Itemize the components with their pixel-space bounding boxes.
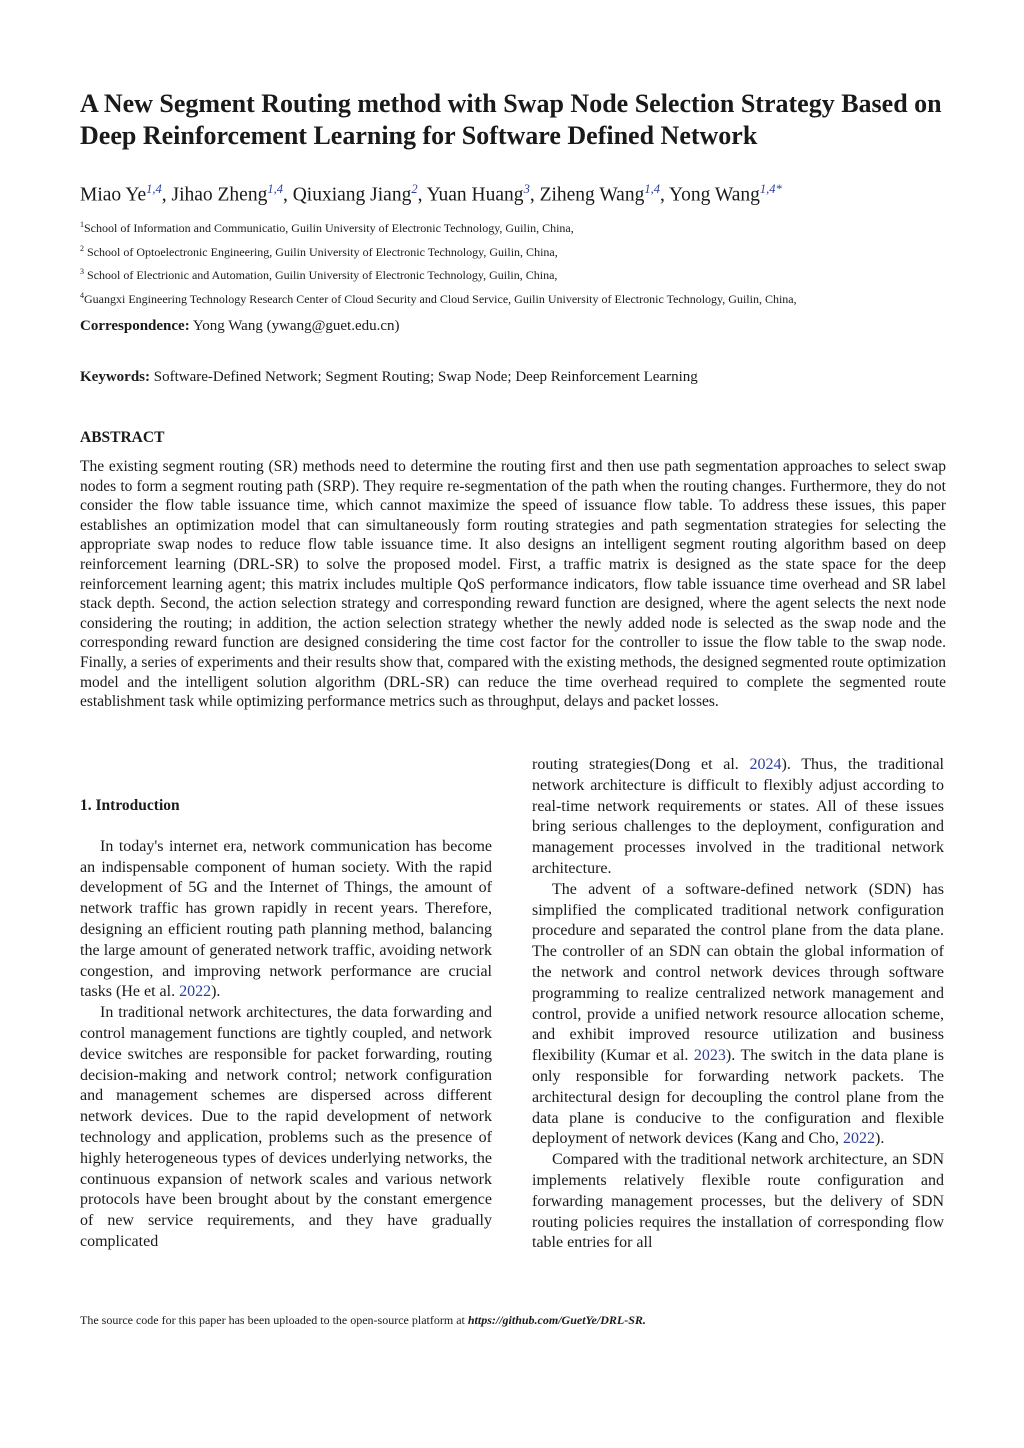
author-affiliation-mark: 1,4 [644,182,660,196]
affiliation-text: School of Information and Communicatio, Guilin University of Electronic Technology, Guilin, China, [84,221,574,235]
citation-link[interactable]: 2022 [179,983,212,1001]
affiliation-number: 3 [80,267,84,277]
footnote [80,1311,646,1329]
author-name: Yuan Huang [426,184,524,206]
paragraph-text: The advent of a software-defined network (SDN) has simplified the complicated traditional network configuration procedure and separated the control plane from the data plane. The controller of an SDN can obtain the global information of the network and control network devices through software programming to realize centralized network management and control, provide a unified network resource allocation scheme, and exhibit improved resource utilization and business flexibility (Kumar et al. [532,880,944,1065]
paragraph-text: In today's internet era, network communication has become an indispensable component of human society. With the rapid development of 5G and the Internet of Things, the amount of network traffic has grown rapidly in recent years. Therefore, designing an efficient routing path planning method, balancing the large amount of generated network traffic, avoiding network congestion, and improving network performance are crucial tasks (He et al. [80,837,492,1001]
affiliation-list [80,215,960,309]
paragraph [80,837,492,1003]
affiliation-text: Guangxi Engineering Technology Research Center of Cloud Security and Cloud Service, Guilin University of Electronic Technology, Guilin, China, [84,291,797,306]
correspondence [80,316,400,336]
author-name: Miao Ye [80,184,147,206]
affiliation-line [80,239,960,263]
keywords [80,367,698,387]
author-affiliation-mark: 1,4* [759,182,782,196]
citation-link[interactable]: 2022 [843,1130,876,1148]
paragraph-text: ). [875,1130,885,1148]
abstract-heading: ABSTRACT [80,429,165,446]
author-separator: , [529,184,540,206]
paragraph: Compared with the traditional network architecture, an SDN implements relatively flexible route configuration and forwarding management processes, but the delivery of SDN routing policies requires the installation of corresponding flow table entries for all [532,1151,944,1252]
author-separator: , [659,184,669,206]
author-name: Jihao Zheng [171,184,268,206]
abstract-text: The existing segment routing (SR) methods need to determine the routing first and then use path segmentation approaches to select swap nodes to form a segment routing path (SRP). They require re-segmentation of the path when the routing changes. Furthermore, they do not consider the flow table issuance time, which cannot maximize the speed of issuance flow table. To address these issues, this paper establishes an optimization model that can simultaneously form routing strategies and path segmentation strategies for selecting the appropriate swap nodes to reduce flow table issuance time. It also designs an intelligent segment routing algorithm based on deep reinforcement learning (DRL-SR) to solve the proposed model. First, a traffic matrix is designed as the state space for the deep reinforcement learning agent; this matrix includes multiple QoS performance indicators, flow table issuance time overhead and SR label stack depth. Second, the action selection strategy and corresponding reward function are designed, where the agent selects the next node considering the routing; in addition, the action selection strategy whether the newly added node is selected as the swap node and the corresponding reward function are designed considering the time cost factor for the controller to issue the flow table to the swap node. Finally, a series of experiments and their results show that, compared with the existing methods, the designed segmented route optimization model and the intelligent solution algorithm (DRL-SR) can reduce the time overhead required to complete the segmented route establishment task while optimizing performance metrics such as throughput, delays and packet losses. [80,458,946,711]
paragraph-text: routing strategies(Dong et al. [532,756,750,773]
author-name: Yong Wang [668,184,760,206]
author-separator: , [161,184,172,206]
keywords-label: Keywords: [80,369,150,385]
author-separator: , [282,184,293,206]
section-heading: 1. Introduction [80,797,180,814]
affiliation-text: School of Electrionic and Automation, Guilin University of Electronic Technology, Guilin, China, [84,268,558,283]
paragraph-text: ). Thus, the traditional network architecture is difficult to flexibly adjust according to real-time network requirements or states. All of these issues bring serious challenges to the deployment, configuration and management processes involved in the traditional network architecture. [532,756,944,877]
correspondence-text: Yong Wang (ywang@guet.edu.cn) [189,318,400,334]
author-affiliation-mark: 1,4 [267,182,283,196]
paragraph-text: ). [211,983,221,1001]
affiliation-number: 1 [80,220,84,229]
affiliation-line [80,215,960,239]
affiliation-number: 2 [80,243,84,253]
paper-title: A New Segment Routing method with Swap Node Selection Strategy Based on Deep Reinforcement Learning for Software Defined Network [80,89,942,150]
keywords-text: Software-Defined Network; Segment Routing; Swap Node; Deep Reinforcement Learning [150,369,698,385]
paragraph [532,880,944,1150]
right-column [532,755,944,1254]
citation-link[interactable]: 2024 [749,756,782,773]
author-name: Ziheng Wang [539,184,645,206]
author-affiliation-mark: 3 [523,182,530,196]
author-separator: , [417,184,427,206]
author-affiliation-mark: 1,4 [146,182,162,196]
author-list [80,176,960,209]
paragraph-text: ). The switch in the data plane is only responsible for forwarding network packets. The architectural design for decoupling the control plane from the data plane is conducive to the configuration and flexible deployment of network devices (Kang and Cho, [532,1047,945,1148]
footnote-text: The source code for this paper has been uploaded to the open-source platform at [80,1313,468,1327]
left-column [80,796,492,1253]
affiliation-line [80,286,960,310]
author-name: Qiuxiang Jiang [292,184,412,206]
source-code-link[interactable]: https://github.com/GuetYe/DRL-SR. [467,1313,646,1327]
affiliation-number: 4 [80,290,84,300]
author-affiliation-mark: 2 [411,182,418,196]
correspondence-label: Correspondence: [80,318,190,334]
paragraph [532,755,944,880]
affiliation-line [80,262,960,286]
affiliation-text: School of Optoelectronic Engineering, Guilin University of Electronic Technology, Guilin, China, [84,244,558,259]
paragraph: In traditional network architectures, the data forwarding and control management functions are tightly coupled, and network device switches are responsible for packet forwarding, routing decision-making and network control; network configuration and management schemes are dispersed across different network devices. Due to the rapid development of network technology and application, problems such as the presence of highly heterogeneous types of devices underlying networks, the continuous expansion of network scales and various network protocols have been brought about by the constant emergence of new service requirements, and they have gradually complicated [80,1004,492,1250]
citation-link[interactable]: 2023 [693,1047,726,1065]
